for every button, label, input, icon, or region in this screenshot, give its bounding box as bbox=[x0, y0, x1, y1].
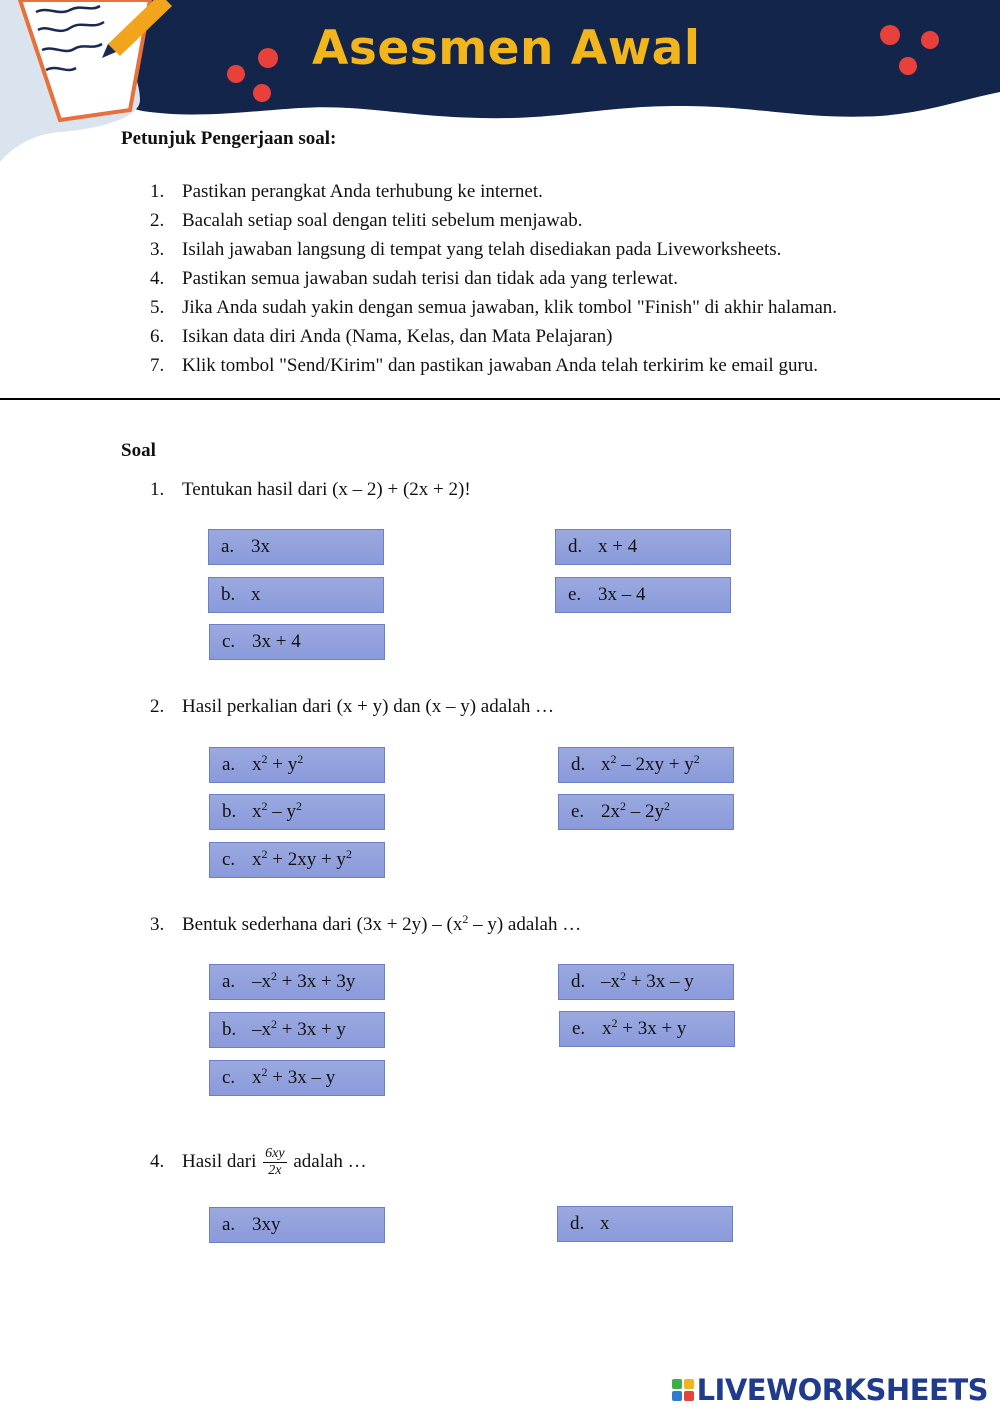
question-2: 2. Hasil perkalian dari (x + y) dan (x – y) adalah … bbox=[150, 696, 555, 717]
q4-option-a[interactable]: a. 3xy bbox=[209, 1207, 385, 1243]
q3-option-d[interactable]: d. $-x^2 + 3x - y$ bbox=[558, 964, 734, 1000]
q3-option-b[interactable]: b. $-x^2 + 3x + y$ bbox=[209, 1012, 385, 1048]
logo-wordmark: LIVEWORKSHEETS bbox=[696, 1373, 988, 1407]
question-1: 1. Tentukan hasil dari (x – 2) + (2x + 2)! bbox=[150, 479, 471, 500]
instruction-item: 2. Bacalah setiap soal dengan teliti sebelum menjawab. bbox=[150, 210, 583, 231]
q1-option-b[interactable]: b. x bbox=[208, 577, 384, 613]
instruction-item: 7. Klik tombol "Send/Kirim" dan pastikan jawaban Anda telah terkirim ke email guru. bbox=[150, 355, 819, 376]
page-title: Asesmen Awal bbox=[312, 21, 701, 76]
liveworksheets-logo bbox=[672, 1372, 988, 1408]
instructions-heading: Petunjuk Pengerjaan soal: bbox=[121, 128, 337, 149]
instruction-item: 3. Isilah jawaban langsung di tempat yang telah disediakan pada Liveworksheets. bbox=[150, 239, 782, 260]
q1-option-d[interactable]: d. x + 4 bbox=[555, 529, 731, 565]
instruction-item: 5. Jika Anda sudah yakin dengan semua jawaban, klik tombol "Finish" di akhir halaman. bbox=[150, 297, 838, 318]
q1-option-c[interactable]: c. 3x + 4 bbox=[209, 624, 385, 660]
q1-option-e[interactable]: e. 3x – 4 bbox=[555, 577, 731, 613]
q3-option-a[interactable]: a. $-x^2 + 3x + 3y$ bbox=[209, 964, 385, 1000]
section-divider bbox=[0, 398, 1000, 400]
q3-option-c[interactable]: c. $x^2 + 3x - y$ bbox=[209, 1060, 385, 1096]
q2-option-b[interactable]: b. $x^2 - y^2$ bbox=[209, 794, 385, 830]
question-3: 3. Bentuk sederhana dari $(3x + 2y) - (x^2 - y)$ adalah … bbox=[150, 912, 582, 935]
q3-option-e[interactable]: e. $x^2 + 3x + y$ bbox=[559, 1011, 735, 1047]
instruction-item: 4. Pastikan semua jawaban sudah terisi dan tidak ada yang terlewat. bbox=[150, 268, 678, 289]
q2-option-c[interactable]: c. $x^2 + 2xy + y^2$ bbox=[209, 842, 385, 878]
q4-option-d[interactable]: d. x bbox=[557, 1206, 733, 1242]
q2-option-d[interactable]: d. $x^2 - 2xy + y^2$ bbox=[558, 747, 734, 783]
question-4: 4. Hasil dari $\frac{6xy}{2x}$ adalah … bbox=[150, 1146, 367, 1179]
instruction-item: 6. Isikan data diri Anda (Nama, Kelas, dan Mata Pelajaran) bbox=[150, 326, 613, 347]
liveworksheets-logo-icon bbox=[672, 1379, 694, 1401]
q2-option-a[interactable]: a. $x^2 + y^2$ bbox=[209, 747, 385, 783]
soal-heading: Soal bbox=[121, 440, 156, 461]
fraction: $\frac{6xy}{2x}$ bbox=[265, 1146, 285, 1179]
q2-option-e[interactable]: e. $2x^2 - 2y^2$ bbox=[558, 794, 734, 830]
instruction-item: 1. Pastikan perangkat Anda terhubung ke internet. bbox=[150, 181, 543, 202]
q1-option-a[interactable]: a. 3x bbox=[208, 529, 384, 565]
